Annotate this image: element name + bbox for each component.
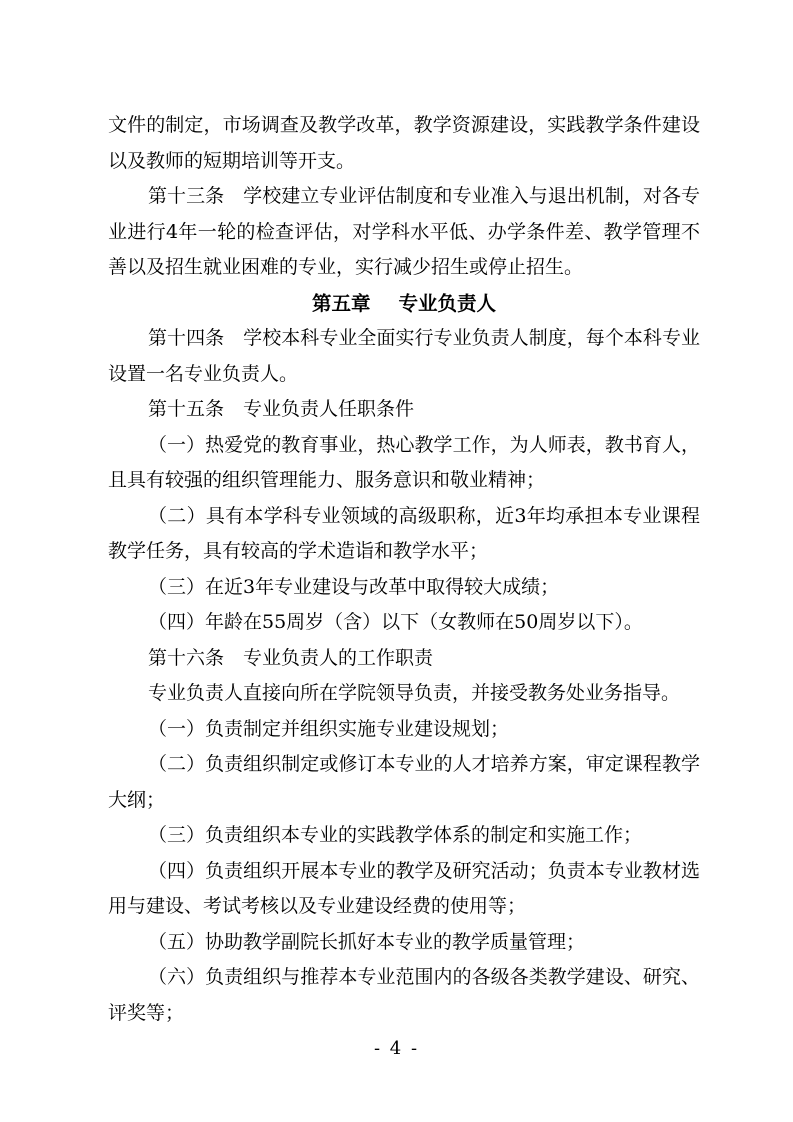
chapter-heading bbox=[108, 286, 700, 322]
chapter-number: 第五章 bbox=[311, 291, 371, 315]
article-16-item-3: （三）负责组织本专业的实践教学体系的制定和实施工作； bbox=[148, 824, 643, 846]
article-15-item-3: （三）在近3年专业建设与改革中取得较大成绩； bbox=[148, 575, 560, 598]
article-14: 第十四条 学校本科专业全面实行专业负责人制度，每个本科专业设置一名专业负责人。 bbox=[108, 327, 700, 385]
article-15-item-2: （二）具有本学科专业领域的高级职称，近3年均承担本专业课程教学任务，具有较高的学术造诣和教学水平； bbox=[108, 504, 700, 562]
chapter-title: 专业负责人 bbox=[398, 291, 497, 315]
article-15-title: 第十五条 专业负责人任职条件 bbox=[148, 398, 415, 420]
article-16-title: 第十六条 专业负责人的工作职责 bbox=[148, 646, 434, 669]
paragraph-continuation: 文件的制定，市场调查及教学改革，教学资源建设，实践教学条件建设以及教师的短期培训等开支。 bbox=[108, 114, 700, 172]
article-15-item-4: （四）年龄在55周岁（含）以下（女教师在50周岁以下）。 bbox=[148, 611, 643, 633]
article-16-item-1: （一）负责制定并组织实施专业建设规划； bbox=[148, 717, 510, 740]
document-body bbox=[108, 108, 700, 1031]
article-16-item-6: （六）负责组织与推荐本专业范围内的各级各类教学建设、研究、评奖等； bbox=[108, 966, 700, 1024]
page-number: - 4 - bbox=[373, 1038, 420, 1059]
article-16-item-2: （二）负责组织制定或修订本专业的人才培养方案，审定课程教学大纲； bbox=[108, 753, 700, 811]
article-16-item-4: （四）负责组织开展本专业的教学及研究活动；负责本专业教材选用与建设、考试考核以及专业建设经费的使用等； bbox=[108, 859, 700, 917]
article-15-item-1: （一）热爱党的教育事业，热心教学工作，为人师表，教书育人，且具有较强的组织管理能力、服务意识和敬业精神； bbox=[108, 433, 700, 491]
article-13: 第十三条 学校建立专业评估制度和专业准入与退出机制，对各专业进行4年一轮的检查评估，对学科水平低、办学条件差、教学管理不善以及招生就业困难的专业，实行减少招生或停止招生。 bbox=[108, 185, 700, 278]
article-16-item-5: （五）协助教学副院长抓好本专业的教学质量管理； bbox=[148, 930, 586, 953]
article-16-intro: 专业负责人直接向所在学院领导负责，并接受教务处业务指导。 bbox=[148, 682, 681, 704]
